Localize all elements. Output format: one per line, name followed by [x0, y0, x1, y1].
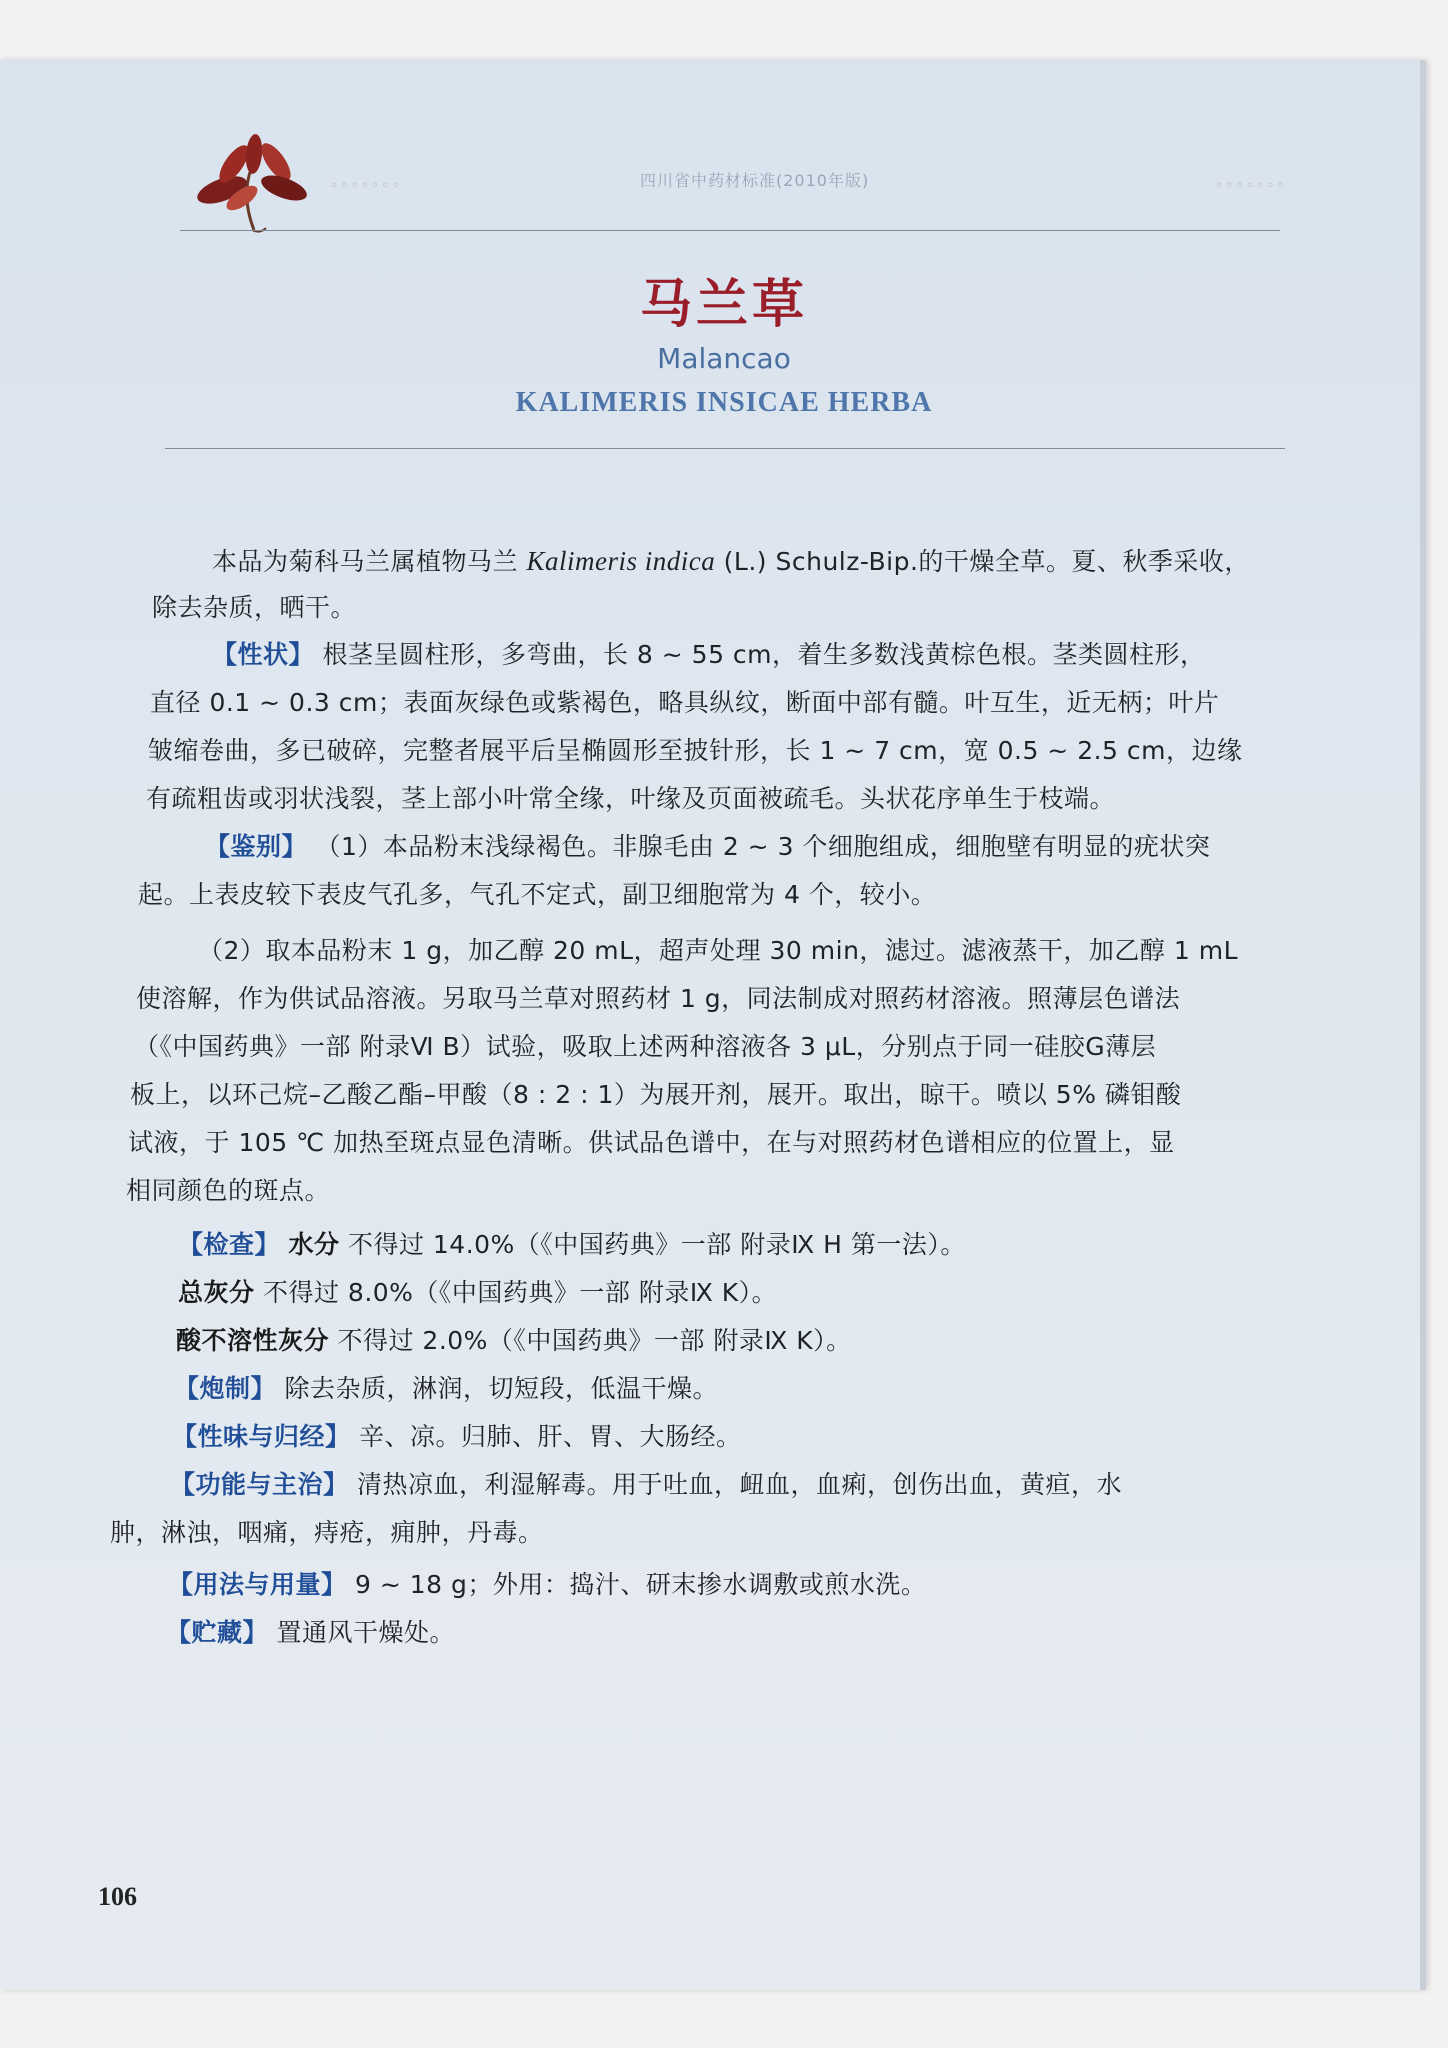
- section-tag-zhucang: 【贮藏】: [166, 1618, 269, 1647]
- section-tag-yongfa: 【用法与用量】: [168, 1570, 347, 1599]
- header-decoration-left: ◦◦◦◦◦◦◦: [330, 178, 402, 194]
- paozhi-line: 【炮制】 除去杂质，淋润，切短段，低温干燥。: [174, 1374, 718, 1403]
- xingzhuang-line-4: 有疏粗齿或羽状浅裂，茎上部小叶常全缘，叶缘及页面被疏毛。头状花序单生于枝端。: [146, 784, 1116, 813]
- top-rule: [180, 230, 1280, 231]
- intro-line-2: 除去杂质，晒干。: [152, 593, 357, 622]
- section-tag-gongneng: 【功能与主治】: [170, 1470, 349, 1499]
- xingzhuang-line-3: 皱缩卷曲，多已破碎，完整者展平后呈椭圆形至披针形，长 1 ~ 7 cm，宽 0.5 ~ 2.5 cm，边缘: [148, 736, 1243, 765]
- monograph-latin-name: KALIMERIS INSICAE HERBA: [515, 387, 933, 418]
- section-tag-xingzhuang: 【性状】: [212, 640, 315, 669]
- ash-label: 总灰分: [178, 1278, 255, 1307]
- section-tag-xingwei: 【性味与归经】: [172, 1422, 351, 1451]
- jianbie-line-8: 相同颜色的斑点。: [126, 1176, 331, 1205]
- section-tag-jianbie: 【鉴别】: [205, 832, 308, 861]
- jiancha-acid-ash-line: 酸不溶性灰分 不得过 2.0%（《中国药典》一部 附录Ⅸ K）。: [176, 1326, 852, 1355]
- jianbie-line-5: （《中国药典》一部 附录Ⅵ B）试验，吸取上述两种溶液各 3 μL，分别点于同一硅胶G薄层: [134, 1032, 1157, 1061]
- jianbie-line-2: 起。上表皮较下表皮气孔多，气孔不定式，副卫细胞常为 4 个，较小。: [138, 880, 937, 909]
- jianbie-line-6: 板上，以环己烷–乙酸乙酯–甲酸（8 : 2 : 1）为展开剂，展开。取出，晾干。喷以 5% 磷钼酸: [130, 1080, 1182, 1109]
- gongneng-line-1: 【功能与主治】 清热凉血，利湿解毒。用于吐血，衄血，血痢，创伤出血，黄疸，水: [170, 1470, 1122, 1499]
- gongneng-line-2: 肿，淋浊，咽痛，痔疮，痈肿，丹毒。: [110, 1518, 544, 1547]
- zhucang-line: 【贮藏】 置通风干燥处。: [166, 1618, 455, 1647]
- leaf-sprig-icon: [192, 132, 312, 237]
- header-decoration-right: ◦◦◦◦◦◦◦: [1215, 178, 1287, 194]
- monograph-title: 马兰草: [639, 274, 808, 335]
- book-page: [0, 60, 1426, 1990]
- section-tag-jiancha: 【检查】: [178, 1230, 281, 1259]
- section-tag-paozhi: 【炮制】: [174, 1374, 277, 1403]
- xingzhuang-line-2: 直径 0.1 ~ 0.3 cm；表面灰绿色或紫褐色，略具纵纹，断面中部有髓。叶互生，近无柄；叶片: [150, 688, 1220, 717]
- jianbie-line-3: （2）取本品粉末 1 g，加乙醇 20 mL，超声处理 30 min，滤过。滤液蒸干，加乙醇 1 mL: [198, 936, 1238, 965]
- yongfa-line: 【用法与用量】 9 ~ 18 g；外用：捣汁、研末掺水调敷或煎水洗。: [168, 1570, 927, 1599]
- water-label: 水分: [288, 1230, 340, 1259]
- intro-line-1: 本品为菊科马兰属植物马兰 Kalimeris indica (L.) Schulz-Bip.的干燥全草。夏、秋季采收，: [212, 546, 1250, 576]
- monograph-pinyin: Malancao: [657, 342, 791, 375]
- jianbie-line-7: 试液，于 105 ℃ 加热至斑点显色清晰。供试品色谱中，在与对照药材色谱相应的位置上，显: [128, 1128, 1175, 1157]
- jianbie-line-1: 【鉴别】 （1）本品粉末浅绿褐色。非腺毛由 2 ~ 3 个细胞组成，细胞壁有明显的疣状突: [205, 832, 1211, 861]
- jianbie-line-4: 使溶解，作为供试品溶液。另取马兰草对照药材 1 g，同法制成对照药材溶液。照薄层色谱法: [136, 984, 1181, 1013]
- running-title: 四川省中药材标准(2010年版): [640, 171, 870, 190]
- xingwei-line: 【性味与归经】 辛、凉。归肺、肝、胃、大肠经。: [172, 1422, 742, 1451]
- jiancha-ash-line: 总灰分 不得过 8.0%（《中国药典》一部 附录Ⅸ K）。: [178, 1278, 778, 1307]
- page-number: 106: [98, 1882, 137, 1911]
- species-name: Kalimeris indica: [526, 546, 716, 576]
- jiancha-water-line: 【检查】 水分 不得过 14.0%（《中国药典》一部 附录Ⅸ H 第一法）。: [178, 1230, 966, 1259]
- title-rule: [165, 448, 1285, 449]
- acid-ash-label: 酸不溶性灰分: [176, 1326, 330, 1355]
- xingzhuang-line-1: 【性状】 根茎呈圆柱形，多弯曲，长 8 ~ 55 cm，着生多数浅黄棕色根。茎类圆柱形，: [212, 640, 1206, 669]
